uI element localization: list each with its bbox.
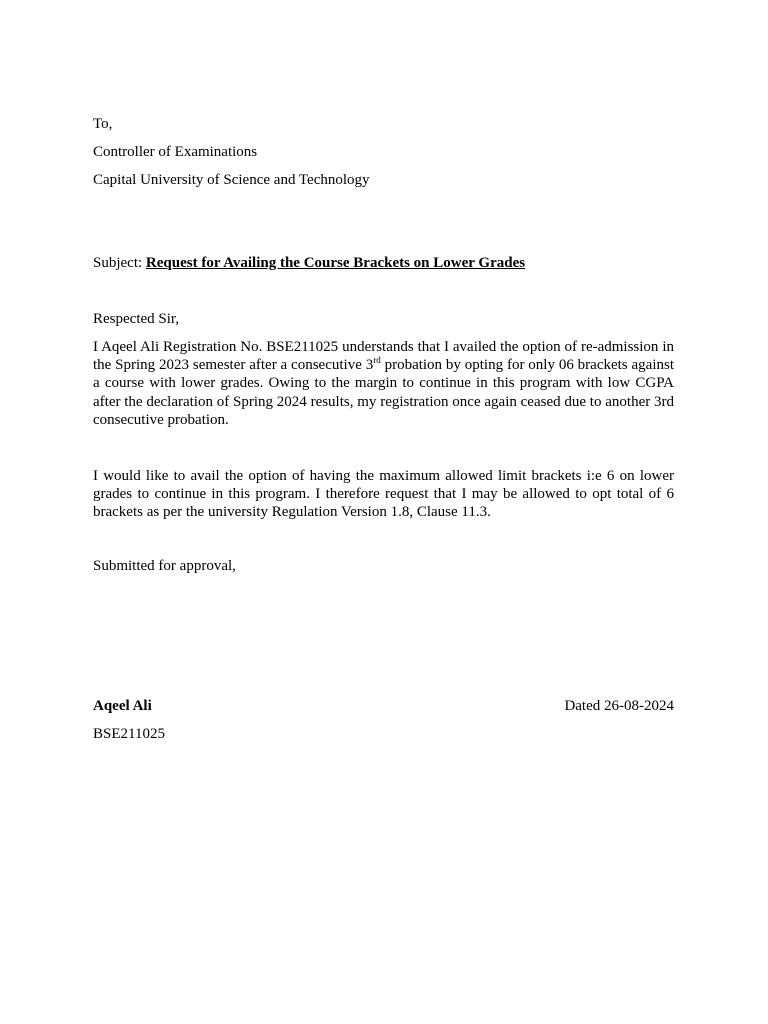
signature-name: Aqeel Ali (93, 698, 152, 714)
paragraph-one-part1: I Aqeel Ali Registration No. BSE211025 understands that I availed the option of re-admission in the Spring 2023 semester after a consecutive 3 (93, 339, 674, 374)
subject-text: Request for Availing the Course Brackets on Lower Grades (145, 255, 526, 271)
paragraph-one (93, 338, 674, 429)
paragraph-one-superscript: rd (373, 355, 381, 366)
paragraph-two: I would like to avail the option of having the maximum allowed limit brackets i:e 6 on lower grades to continue in this program. I therefore request that I may be allowed to opt total of 6 brackets as per the university Regulation Version 1.8, Clause 11.3. (93, 468, 674, 521)
paragraph-one-part2: probation by opting for only 06 brackets against a course with lower grades. Owing to the margin to continue in this program with low CGPA after the declaration of Spring 2024 results, my registration once again ceased due to another 3rd consecutive probation. (93, 357, 674, 428)
subject-line (93, 254, 525, 272)
signature-registration: BSE211025 (93, 726, 165, 742)
subject-label: Subject: (93, 255, 143, 271)
closing-line: Submitted for approval, (93, 558, 236, 574)
recipient-institution: Capital University of Science and Technology (93, 172, 370, 188)
salutation-to: To, (93, 116, 113, 132)
recipient-title: Controller of Examinations (93, 144, 258, 160)
greeting: Respected Sir, (93, 311, 180, 327)
letter-date: Dated 26-08-2024 (564, 698, 674, 714)
